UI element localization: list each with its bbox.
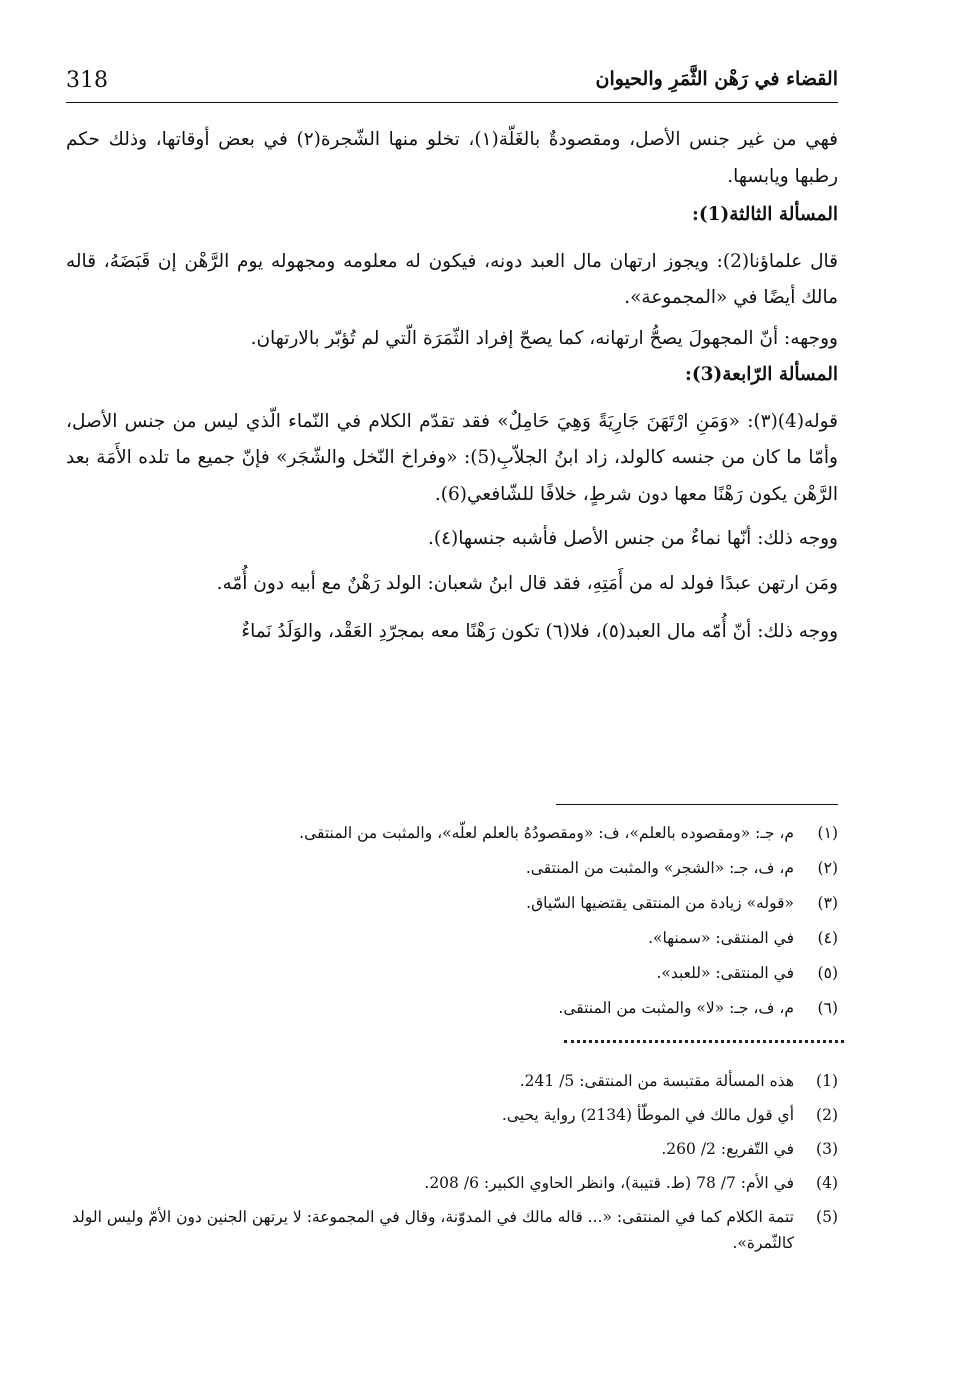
footnote [66, 1132, 838, 1166]
footnote [66, 1166, 838, 1200]
footnote-number: (٥) [817, 964, 838, 982]
footnote-separator [556, 804, 838, 805]
footnote-text: في التّفريع: 2/ 260. [661, 1140, 794, 1158]
paragraph: ووجهه: أنّ المجهولَ يصحُّ ارتهانه، كما يصحّ إفراد الثّمَرَة الّتي لم تُؤبّر بالارتهان. [250, 327, 838, 349]
paragraph: ووجه ذلك: أنّها نماءٌ من جنس الأصل فأشبه جنسها(٤). [427, 528, 838, 549]
footnote-text: في المنتقى: «سمنها». [648, 929, 794, 947]
footnote-text: م، ف، جـ: «الشجر» والمثبت من المنتقى. [525, 859, 794, 877]
paragraph: قال علماؤنا(2): ويجوز ارتهان مال العبد دونه، فيكون له معلومه ومجهوله يوم الرَّهْن إن قَبَضَهُ، قاله مالك أيضًا في «المجموعة». [66, 250, 839, 308]
footnote-number: (1) [816, 1072, 838, 1090]
paragraph: فهي من غير جنس الأصل، ومقصودةٌ بالغَلّة(١)، تخلو منها الشّجرة(٢) في بعض أوقاتها، وذلك حكم رطبها ويابسها. [66, 129, 838, 187]
footnote-text: هذه المسألة مقتبسة من المنتقى: 5/ 241. [519, 1072, 794, 1090]
footnote [66, 921, 838, 956]
footnote-text: «قوله» زيادة من المنتقى يقتضيها السّياق. [526, 894, 794, 912]
footnote-text: م، ف، جـ: «لا» والمثبت من المنتقى. [558, 999, 794, 1017]
footnote [66, 886, 838, 921]
footnote-text: في الأم: 7/ 78 (ط. قتيبة)، وانظر الحاوي الكبير: 6/ 208. [424, 1174, 794, 1192]
section-heading: المسألة الرّابعة(3): [685, 364, 838, 385]
footnote [66, 991, 838, 1026]
running-head: القضاء في رَهْن الثَّمَرِ والحيوان [595, 68, 838, 90]
footnote-number: (٣) [817, 894, 838, 912]
footnote-number: (2) [816, 1106, 838, 1124]
footnote-number: (4) [816, 1174, 838, 1192]
footnote [66, 1098, 838, 1132]
main-text [66, 122, 838, 651]
footnote-text: م، جـ: «ومقصوده بالعلم»، ف: «ومقصودُهُ بالعلم لعلّه»، والمثبت من المنتقى. [299, 824, 794, 842]
page-number: 318 [66, 68, 108, 93]
footnote [66, 956, 838, 991]
manuscript-footnotes [66, 816, 838, 1026]
footnote-text: في المنتقى: «للعبد». [656, 964, 794, 982]
footnote-number: (١) [817, 824, 838, 842]
footnote-text: تتمة الكلام كما في المنتقى: «... قاله مالك في المدوّنة، وقال في المجموعة: لا يرتهن الجنين دون الأمّ وليس الولد كالثّمرة». [72, 1208, 794, 1252]
dotted-separator [564, 1040, 844, 1043]
paragraph: قوله(4)(٣): «وَمَنِ ارْتَهَنَ جَارِيَةً وَهِيَ حَامِلٌ» فقد تقدّم الكلام في النّماء الّذي ليس من جنس الأصل، وأمّا ما كان من جنسه كالولد، زاد ابنُ الجلاّبِ(5): «وفراخ النّخل والشّجَر» فإنّ جميع ما تلده الأَمَة بعد الرَّهْن يكون رَهْنًا معها دون شرطٍ، خلافًا للشّافعي(6). [66, 410, 838, 505]
page-header [66, 62, 838, 103]
footnote-number: (٤) [817, 929, 838, 947]
footnote-number: (٦) [817, 999, 838, 1017]
footnote-number: (5) [816, 1208, 838, 1226]
paragraph: ومَن ارتهن عبدًا فولد له من أَمَتِهِ، فقد قال ابنُ شعبان: الولد رَهْنٌ مع أبيه دون أُمّه. [216, 572, 838, 594]
section-heading: المسألة الثالثة(1): [692, 204, 838, 225]
footnote [66, 1200, 838, 1256]
editor-footnotes [66, 1064, 838, 1256]
footnote [66, 851, 838, 886]
footnote [66, 1064, 838, 1098]
paragraph: ووجه ذلك: أنّ أُمّه مال العبد(٥)، فلا(٦) تكون رَهْنًا معه بمجرّدِ العَقْد، والوَلَدُ نَماءٌ [241, 621, 838, 642]
footnote [66, 816, 838, 851]
footnote-text: أي قول مالك في الموطّأ (2134) رواية يحيى. [501, 1106, 794, 1124]
footnote-number: (3) [816, 1140, 838, 1158]
footnote-number: (٢) [817, 859, 838, 877]
